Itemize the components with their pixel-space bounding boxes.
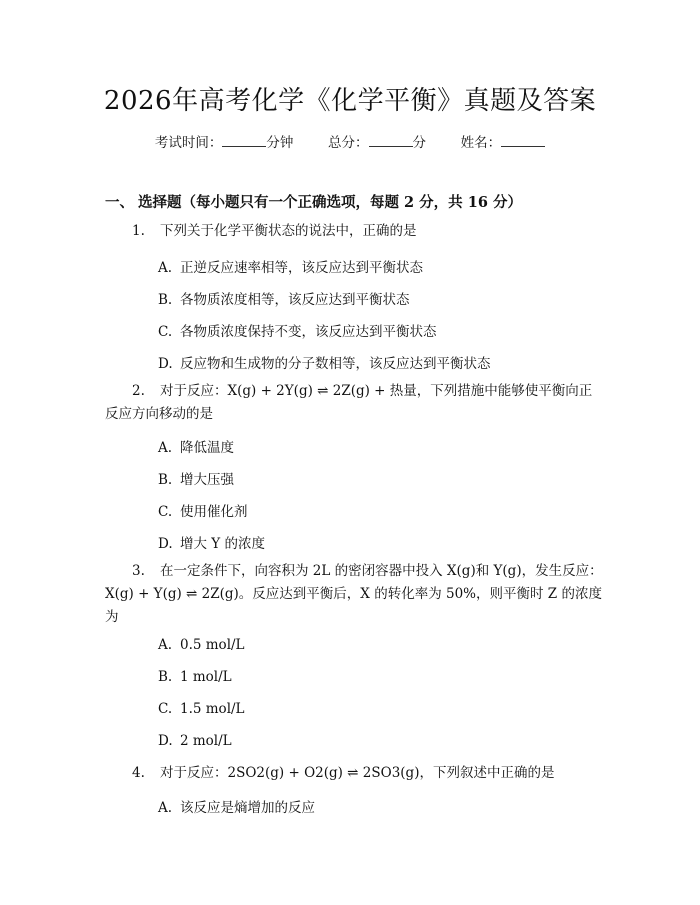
option-label: D. — [158, 356, 173, 372]
option-label: B. — [158, 472, 173, 488]
question-text: 对于反应：X(g) + 2Y(g) ⇌ 2Z(g) + 热量，下列措施中能够使平衡向正 — [160, 383, 593, 399]
option — [158, 256, 423, 276]
section-title: 选择题（每小题只有一个正确选项，每题 2 分，共 16 分） — [138, 194, 522, 211]
question-text: 反应方向移动的是 — [105, 406, 213, 422]
score-unit: 分 — [412, 135, 426, 151]
option-text: 1 mol/L — [180, 669, 232, 685]
score-blank — [369, 132, 413, 147]
section-number: 一、 — [105, 194, 134, 211]
option-label: D. — [158, 733, 173, 749]
question-number: 2. — [132, 383, 145, 399]
option-text: 降低温度 — [180, 440, 234, 456]
option-text: 2 mol/L — [180, 733, 232, 749]
option-text: 各物质浓度保持不变，该反应达到平衡状态 — [180, 324, 437, 340]
option-text: 反应物和生成物的分子数相等，该反应达到平衡状态 — [180, 356, 491, 372]
option — [158, 532, 265, 552]
question-number: 1. — [132, 223, 145, 239]
score-label: 总分： — [328, 135, 369, 151]
option — [158, 352, 491, 372]
option-label: D. — [158, 536, 173, 552]
option-label: A. — [158, 440, 173, 456]
option-label: C. — [158, 504, 173, 520]
option — [158, 637, 245, 653]
option-label: A. — [158, 800, 173, 816]
option-label: A. — [158, 260, 173, 276]
exam-meta-line — [0, 131, 700, 151]
option-label: C. — [158, 324, 173, 340]
option-text: 该反应是熵增加的反应 — [180, 800, 315, 816]
option-label: C. — [158, 701, 173, 717]
time-unit: 分钟 — [266, 135, 294, 151]
name-blank — [501, 132, 545, 147]
option-text: 使用催化剂 — [180, 504, 248, 520]
option — [158, 500, 248, 520]
page-title: 2026年高考化学《化学平衡》真题及答案 — [103, 86, 597, 116]
question-number: 3. — [132, 563, 145, 579]
time-label: 考试时间： — [154, 135, 223, 151]
question-text: 在一定条件下，向容积为 2L 的密闭容器中投入 X(g)和 Y(g)，发生反应： — [160, 563, 603, 579]
question-3 — [105, 560, 605, 629]
section-heading — [105, 191, 522, 212]
question-text: X(g) + Y(g) ⇌ 2Z(g)。反应达到平衡后，X 的转化率为 50%，则平衡时 Z 的浓度 — [105, 586, 602, 602]
question-2 — [105, 380, 605, 426]
question-number: 4. — [132, 765, 145, 781]
option-label: B. — [158, 669, 173, 685]
name-label: 姓名： — [460, 135, 502, 151]
time-blank — [222, 132, 266, 147]
option-text: 正逆反应速率相等，该反应达到平衡状态 — [180, 260, 423, 276]
option-label: B. — [158, 292, 173, 308]
option — [158, 288, 410, 308]
option — [158, 733, 232, 749]
option-text: 0.5 mol/L — [180, 637, 245, 653]
question-text: 为 — [105, 609, 119, 625]
option — [158, 796, 315, 816]
question-text: 下列关于化学平衡状态的说法中，正确的是 — [160, 223, 417, 239]
option-label: A. — [158, 637, 173, 653]
option — [158, 320, 437, 340]
option — [158, 669, 232, 685]
question-4 — [105, 762, 605, 785]
option-text: 增大 Y 的浓度 — [180, 536, 265, 552]
option-text: 增大压强 — [180, 472, 234, 488]
option-text: 各物质浓度相等，该反应达到平衡状态 — [180, 292, 410, 308]
question-1 — [105, 220, 605, 243]
option — [158, 436, 234, 456]
option — [158, 701, 245, 717]
question-text: 对于反应：2SO2(g) + O2(g) ⇌ 2SO3(g)，下列叙述中正确的是 — [160, 765, 555, 781]
option-text: 1.5 mol/L — [180, 701, 245, 717]
option — [158, 468, 234, 488]
